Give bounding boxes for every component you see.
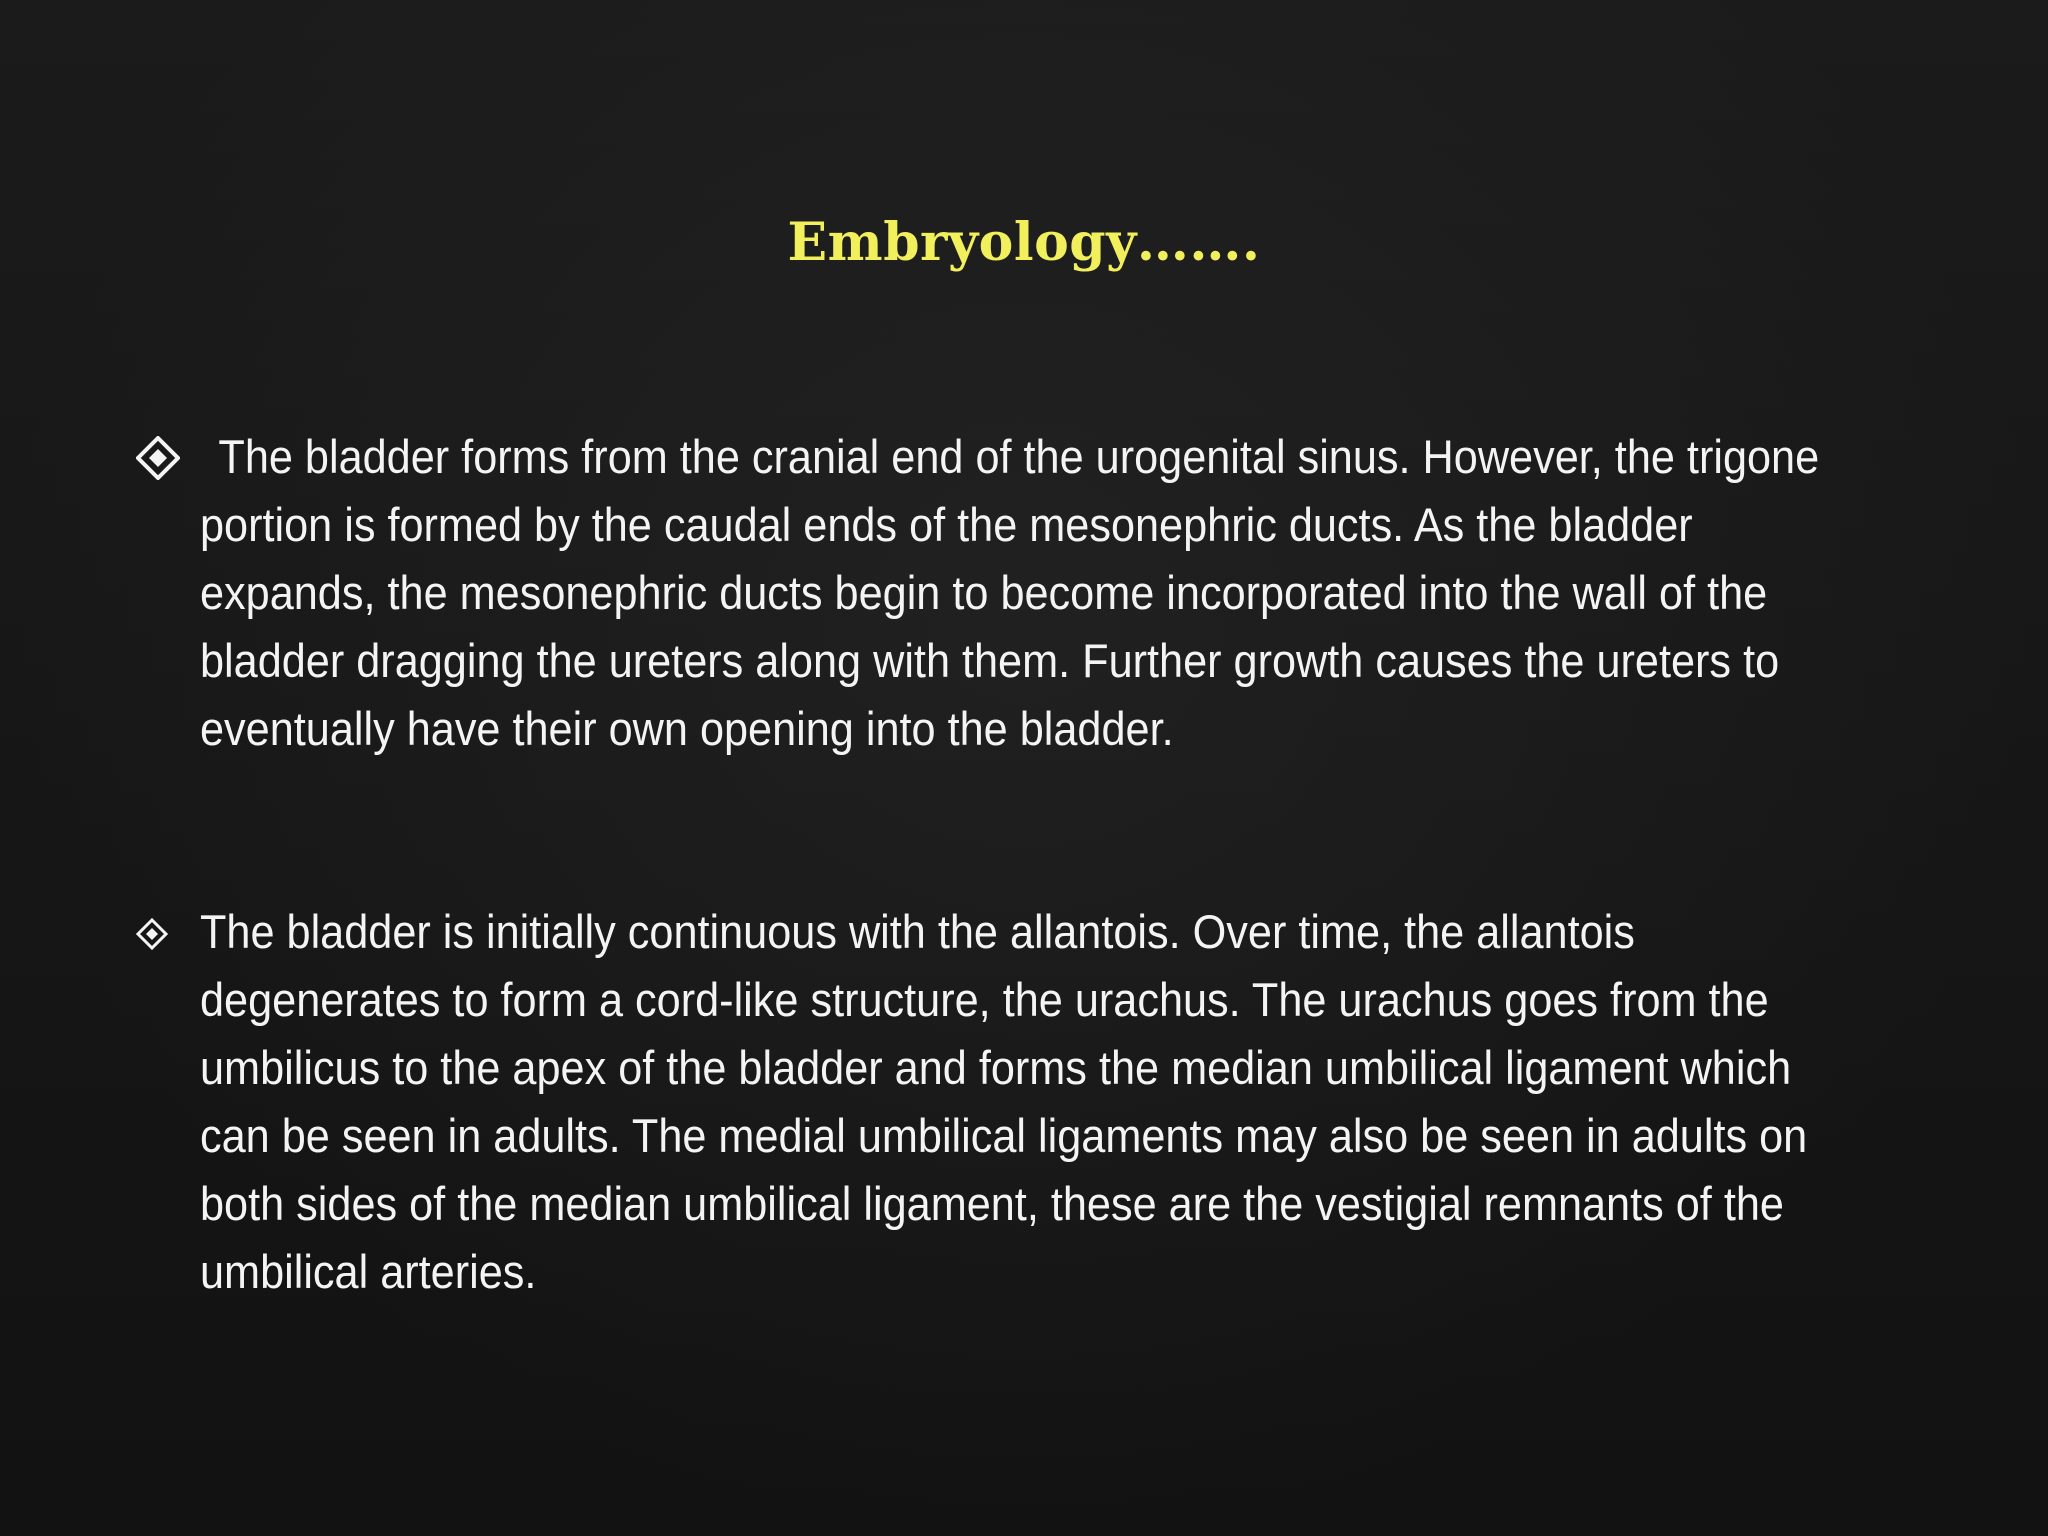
- bullet-item-1: [200, 423, 1819, 763]
- diamond-bullet-icon: [136, 436, 180, 480]
- diamond-bullet-icon: [136, 918, 168, 950]
- bullet-text-1: The bladder forms from the cranial end of the urogenital sinus. However, the trigone portion is formed by the caudal ends of the mesonephric ducts. As the bladder expands, the mesonephric ducts begin to become incorporated into the wall of the bladder dragging the ureters along with them. Further growth causes the ureters to eventually have their own opening into the bladder.: [200, 430, 1820, 755]
- bullet-item-2: [200, 898, 1819, 1306]
- slide-title: Embryology…….: [787, 212, 1261, 273]
- bullet-text-2: The bladder is initially continuous with the allantois. Over time, the allantois degenerates to form a cord-like structure, the urachus. The urachus goes from the umbilicus to the apex of the bladder and forms the median umbilical ligament which can be seen in adults. The medial umbilical ligaments may also be seen in adults on both sides of the median umbilical ligament, these are the vestigial remnants of the umbilical arteries.: [200, 905, 1808, 1298]
